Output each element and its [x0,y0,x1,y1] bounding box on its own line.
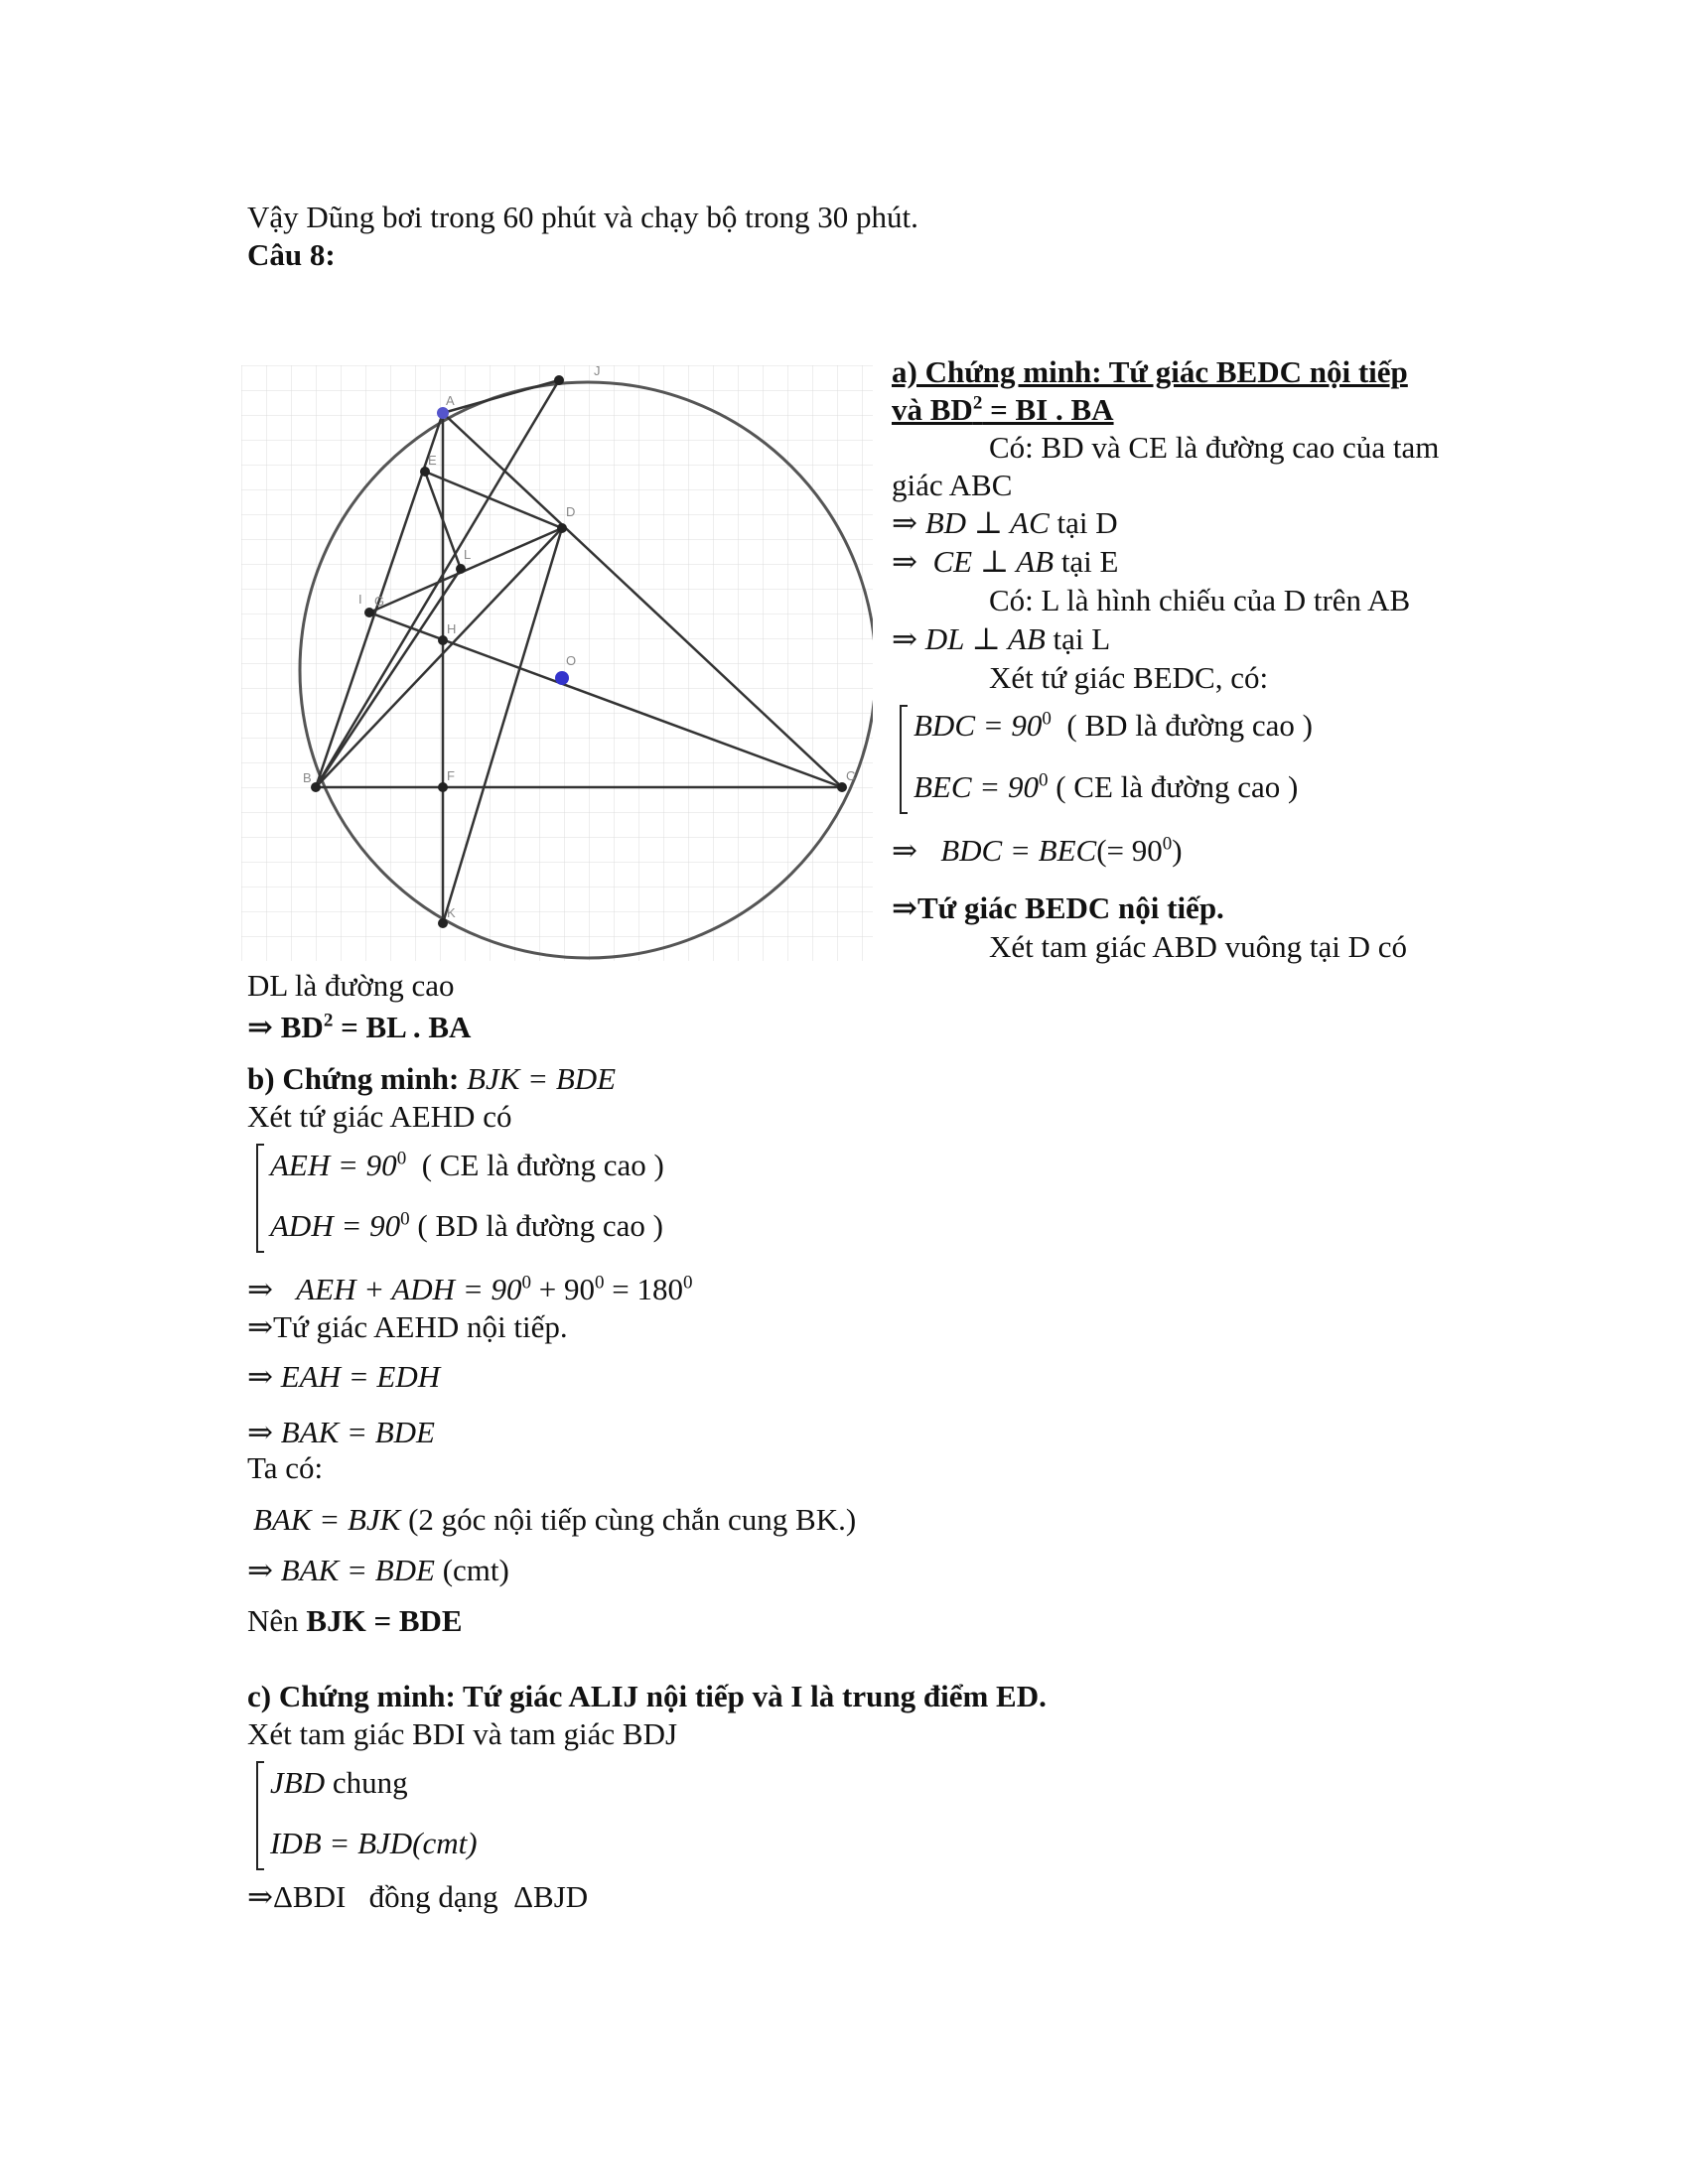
part-b-line-2-math: AEH + ADH = 90 [296,1272,522,1306]
part-a-system-1-sup: 0 [1042,708,1052,730]
point-c [837,782,847,792]
part-a-heading-2-pre: và BD [892,392,973,427]
part-b-line-4-math: EAH = EDH [280,1359,441,1394]
part-c-system-row-1 [270,1764,408,1802]
part-b-line-8-text: (cmt) [442,1553,509,1587]
point-i [364,608,374,617]
part-b-heading [247,1060,616,1098]
part-a-system-1-text: ( BD là đường cao ) [1066,708,1313,743]
implies-symbol: ⇒ [247,1010,273,1044]
part-a-heading-2 [892,391,1114,429]
point-a [437,407,449,419]
point-j [554,375,564,385]
geometry-figure [241,365,873,961]
part-b-line-7-text: (2 góc nội tiếp cùng chắn cung BK.) [408,1502,857,1537]
part-b-line-9 [247,1602,463,1640]
part-b-line-9-text: Nên [247,1603,299,1638]
part-a-line-6-text: tại L [1053,621,1111,656]
part-a-line-4 [892,543,1118,581]
part-c-system-1-text: chung [332,1765,408,1800]
part-c-system-2-math: IDB = BJD [270,1826,413,1860]
label-g: G [374,594,385,609]
part-a-line-8-math: BDC = BEC [940,833,1097,868]
part-b-line-2-mid: + 90 [530,1272,595,1306]
label-e: E [428,453,437,468]
question-label: Câu 8: [247,237,336,272]
part-a-line-12-pre: BD [280,1010,324,1044]
part-b-line-6: Ta có: [247,1450,324,1485]
part-a-line-6 [892,620,1110,658]
implies-symbol: ⇒ [247,1879,273,1914]
label-c: C [846,768,856,783]
part-b-line-7-math: BAK = BJK [253,1502,401,1537]
part-a-line-7: Xét tứ giác BEDC, có: [989,660,1269,695]
implies-symbol: ⇒ [247,1272,273,1306]
part-a-line-8-sup: 0 [1162,833,1173,855]
part-b-system-row-1 [270,1147,664,1184]
part-a-system-2-math: BEC = 90 [914,769,1039,804]
part-b-system-2-text: ( BD là đường cao ) [417,1208,663,1243]
part-a-line-12 [247,1009,471,1046]
part-b-system-1-text: ( CE là đường cao ) [421,1148,664,1182]
part-a-line-6-math: DL ⊥ AB [924,621,1046,656]
part-b-line-1: Xét tứ giác AEHD có [247,1099,512,1134]
part-a-system-2-text: ( CE là đường cao ) [1055,769,1299,804]
part-a-line-11: DL là đường cao [247,968,455,1003]
part-b-line-5-math: BAK = BDE [280,1415,435,1449]
part-b-heading-text: b) Chứng minh: [247,1061,460,1096]
part-a-line-3-text: tại D [1056,505,1118,540]
part-a-line-8 [892,832,1183,870]
part-a-line-8-paren: (= 90 [1096,833,1163,868]
label-h: H [447,621,457,636]
part-c-system-2-text: (cmt) [412,1826,478,1860]
point-f [438,782,448,792]
label-b: B [303,770,312,785]
part-a-line-12-post: = BL . BA [333,1010,472,1044]
label-k: K [447,905,456,920]
part-b-system-2-math: ADH = 90 [270,1208,401,1243]
part-a-line-3-math: BD ⊥ AC [924,505,1050,540]
part-a-system-2-sup: 0 [1038,769,1049,791]
implies-symbol: ⇒ [892,544,917,579]
part-a-system-row-2 [914,768,1298,806]
label-j: J [594,365,601,378]
part-b-heading-math: BJK = BDE [467,1061,617,1096]
part-a-line-5: Có: L là hình chiếu của D trên AB [989,583,1411,617]
part-b-line-8-math: BAK = BDE [280,1553,435,1587]
part-b-system-row-2 [270,1207,663,1245]
point-b [311,782,321,792]
part-a-heading-2-post: = BI . BA [982,392,1114,427]
part-c-system-row-2 [270,1825,478,1862]
label-d: D [566,504,576,519]
part-b-line-2-sup-2: 0 [594,1272,605,1294]
part-b-line-7 [253,1501,856,1539]
part-a-line-4-math: CE ⊥ AB [932,544,1055,579]
part-c-line-2-a: ΔBDI [272,1879,347,1914]
part-b-line-2-end: = 180 [604,1272,683,1306]
part-b-line-5 [247,1414,435,1451]
part-a-line-9 [892,889,1224,927]
part-b-line-2-sup-3: 0 [682,1272,693,1294]
part-b-line-2-sup-1: 0 [521,1272,531,1294]
label-a: A [446,393,455,408]
label-o: O [566,653,577,668]
part-b-system-1-sup: 0 [396,1148,407,1169]
point-o [555,671,569,685]
part-b-line-3-text: Tứ giác AEHD nội tiếp. [272,1309,568,1344]
part-a-line-8-close: ) [1172,833,1183,868]
implies-symbol: ⇒ [892,621,917,656]
part-b-line-3 [247,1308,568,1346]
point-d [557,523,567,533]
part-b-line-4 [247,1358,440,1396]
part-b-line-2 [247,1271,692,1308]
part-a-line-10: Xét tam giác ABD vuông tại D có [989,929,1407,964]
implies-symbol: ⇒ [247,1415,273,1449]
part-a-system-brace [900,705,912,814]
part-b-system-2-sup: 0 [400,1208,410,1230]
part-c-line-1: Xét tam giác BDI và tam giác BDJ [247,1716,678,1751]
part-a-heading-1: a) Chứng minh: Tứ giác BEDC nội tiếp [892,354,1408,389]
implies-symbol: ⇒ [247,1309,273,1344]
implies-symbol: ⇒ [892,890,917,925]
part-b-system-1-math: AEH = 90 [270,1148,397,1182]
implies-symbol: ⇒ [892,505,917,540]
part-c-heading: c) Chứng minh: Tứ giác ALIJ nội tiếp và I là trung điểm ED. [247,1679,1047,1713]
part-c-line-2-c: ΔBJD [513,1879,589,1914]
part-a-line-12-sup: 2 [323,1010,334,1031]
implies-symbol: ⇒ [247,1553,273,1587]
point-e [420,467,430,477]
label-f: F [447,768,455,783]
implies-symbol: ⇒ [247,1359,273,1394]
part-b-line-8 [247,1552,509,1589]
part-b-system-brace [256,1144,268,1253]
part-c-system-1-math: JBD [270,1765,326,1800]
part-a-line-4-text: tại E [1060,544,1119,579]
part-a-line-1: Có: BD và CE là đường cao của tam [989,430,1440,465]
part-c-line-2-b: đồng dạng [368,1879,498,1914]
part-a-line-3 [892,504,1118,542]
part-a-heading-2-sup: 2 [972,392,983,414]
implies-symbol: ⇒ [892,833,917,868]
label-i: I [358,592,362,607]
point-l [456,564,466,574]
intro-line: Vậy Dũng bơi trong 60 phút và chạy bộ trong 30 phút. [247,200,918,234]
part-a-system-row-1 [914,707,1313,745]
part-c-system-brace [256,1761,268,1870]
part-a-line-2: giác ABC [892,468,1013,502]
part-a-line-9-text: Tứ giác BEDC nội tiếp. [916,890,1224,925]
part-a-system-1-math: BDC = 90 [914,708,1043,743]
part-b-line-9-bold: BJK = BDE [306,1603,463,1638]
label-l: L [464,547,472,562]
point-h [438,635,448,645]
part-c-line-2 [247,1878,588,1916]
